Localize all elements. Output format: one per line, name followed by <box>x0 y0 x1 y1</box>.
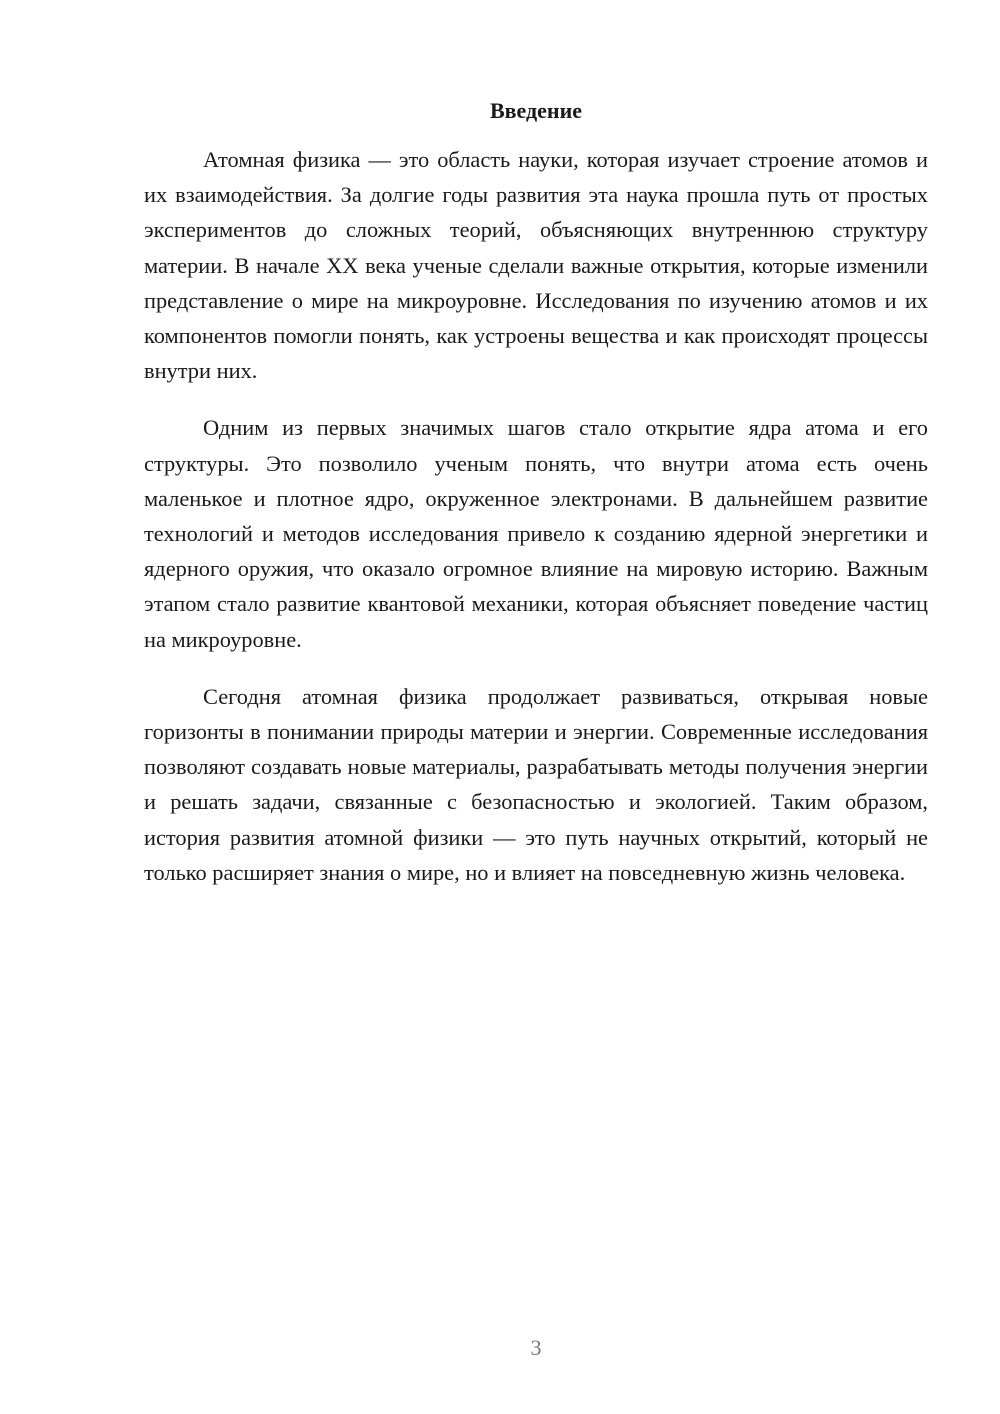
paragraph-1: Атомная физика — это область науки, которая изучает строение атомов и их взаимодействия. За долгие годы развития эта наука прошла путь от простых экспериментов до сложных теорий, объясняющих внутреннюю структуру материи. В начале XX века ученые сделали важные открытия, которые изменили представление о мире на микроуровне. Исследования по изучению атомов и их компонентов помогли понять, как устроены вещества и как происходят процессы внутри них. <box>144 147 928 384</box>
page-number: 3 <box>530 1335 542 1360</box>
paragraph-3: Сегодня атомная физика продолжает развиваться, открывая новые горизонты в понимании природы материи и энергии. Современные исследования позволяют создавать новые материалы, разрабатывать методы получения энергии и решать задачи, связанные с безопасностью и экологией. Таким образом, история развития атомной физики — это путь научных открытий, который не только расширяет знания о мире, но и влияет на повседневную жизнь человека. <box>144 683 928 885</box>
page-title: Введение <box>489 98 583 123</box>
paragraph-2: Одним из первых значимых шагов стало открытие ядра атома и его структуры. Это позволило ученым понять, что внутри атома есть очень маленькое и плотное ядро, окруженное электронами. В дальнейшем развитие технологий и методов исследования привело к созданию ядерной энергетики и ядерного оружия, что оказало огромное влияние на мировую историю. Важным этапом стало развитие квантовой механики, которая объясняет поведение частиц на микроуровне. <box>144 415 928 652</box>
body-text <box>144 142 928 912</box>
